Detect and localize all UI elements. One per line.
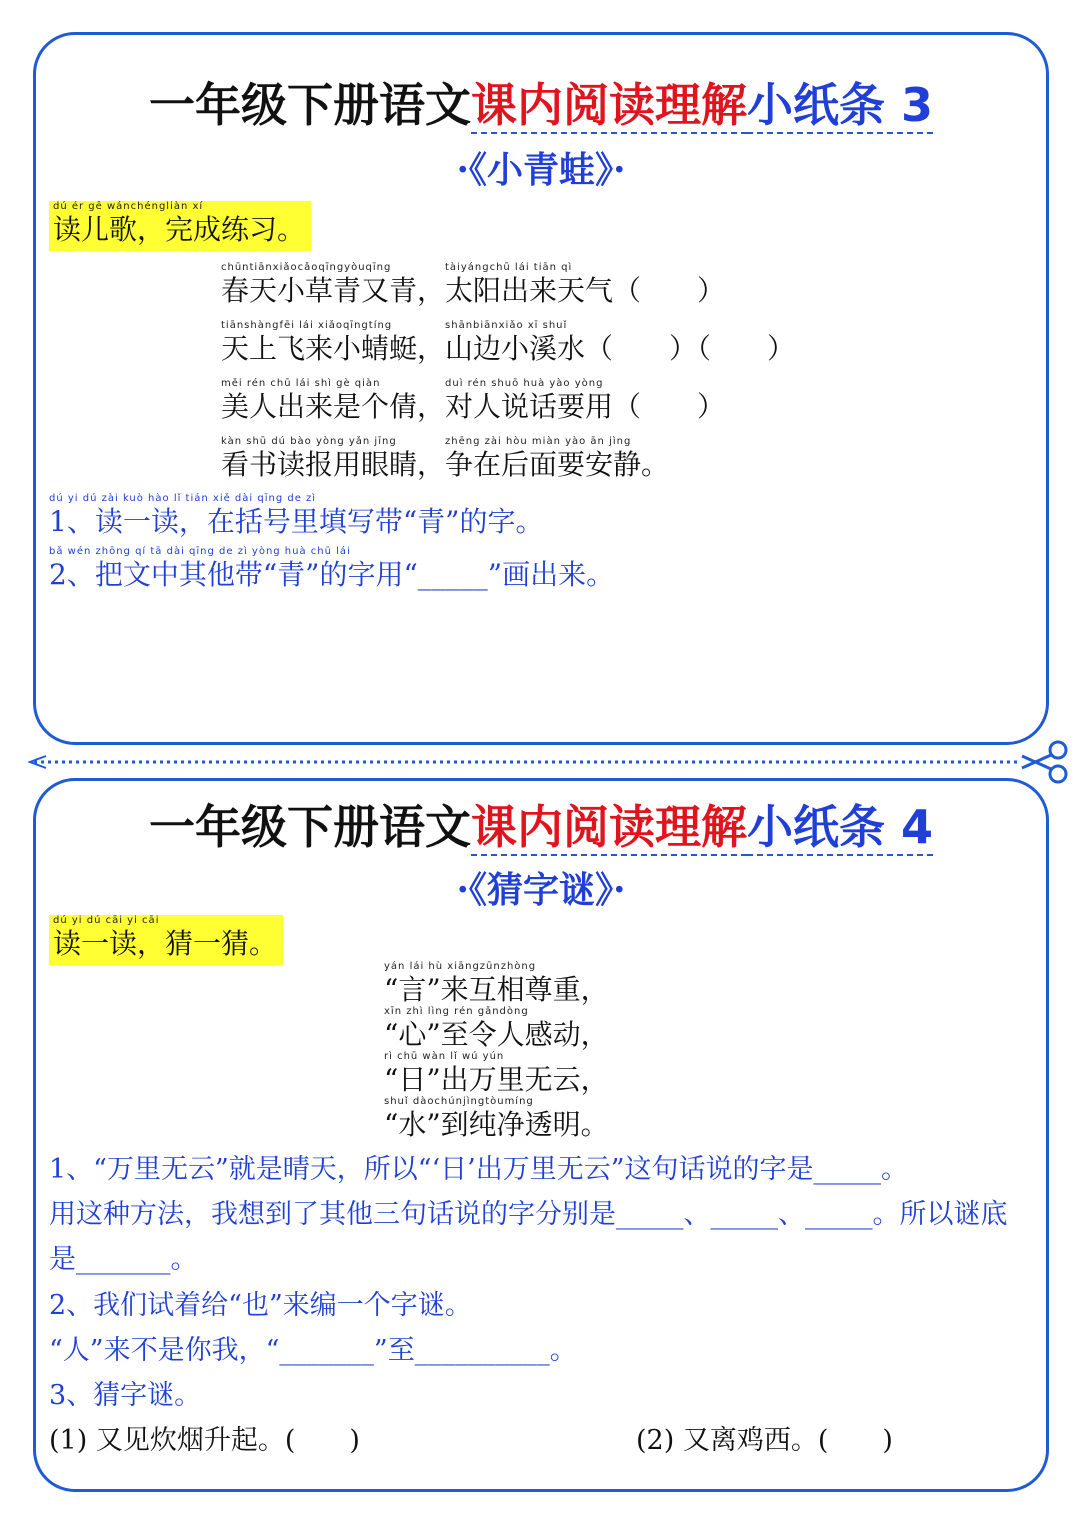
lesson-title: ·《小青蛙》· [456,149,626,191]
riddle-pinyin: xīn zhì lìng rén gǎndòng [384,1006,529,1017]
question-1-line-1: 1、“万里无云”就是晴天，所以“‘日’出万里无云”这句话说的字是_____。 [49,1154,909,1185]
question-2-blank-line: “人”来不是你我，“_______”至__________。 [49,1335,577,1366]
riddle-line [384,961,609,1007]
poem-text: 对人说话要用（ ） [445,390,726,423]
question-pinyin: dú yi dú zài kuò hào lǐ tián xiě dài qīng de zì [49,493,317,504]
riddle-item-2: (2) 又离鸡西。( ) [636,1425,893,1456]
instruction-highlight [49,915,283,965]
question-2: 2、我们试着给“也”来编一个字谜。 [49,1290,472,1321]
card-title [36,797,1046,857]
poem-pinyin: shānbiānxiǎo xī shuǐ [445,320,568,331]
riddle-text: “言”来互相尊重， [384,973,609,1006]
riddle-line [384,1051,609,1097]
poem-text: 山边小溪水（ ）（ ） [445,332,796,365]
question-text: 1、读一读，在括号里填写带“青”的字。 [49,505,544,538]
instruction-pinyin: dú ér gē wánchéngliàn xí [53,201,204,212]
question-1 [49,493,543,539]
riddle-item-1: (1) 又见炊烟升起。( ) [49,1425,360,1456]
poem-text: 美人出来是个倩， [221,390,446,423]
riddle-line [384,1096,609,1142]
title-note-number: 小纸条 3 [746,78,934,132]
instruction-text: 读儿歌，完成练习。 [53,213,306,246]
riddle-line [384,1006,609,1052]
poem-text: 天上飞来小蜻蜓， [221,332,446,365]
question-text: 2、把文中其他带“青”的字用“_____”画出来。 [49,558,615,591]
title-grade: 一年级下册语文 [148,800,471,854]
riddle-text: “心”至令人感动， [384,1018,609,1051]
poem-line [221,262,725,308]
poem-line [221,436,669,482]
scissors-icon [1018,738,1072,786]
poem-pinyin: tiānshàngfēi lái xiǎoqīngtíng [221,320,393,331]
riddle-pinyin: shuǐ dàochúnjìngtòumíng [384,1096,534,1107]
poem-pinyin: kàn shū dú bào yòng yǎn jīng [221,436,397,447]
poem-pinyin: měi rén chū lái shì gè qiàn [221,378,381,389]
title-topic: 课内阅读理解 [470,78,747,132]
cut-line [28,754,1048,770]
instruction-pinyin: dú yi dú cāi yi cāi [53,915,160,926]
riddle-pinyin: yán lái hù xiāngzūnzhòng [384,961,537,972]
worksheet-card-3 [33,32,1049,745]
question-3: 3、猜字谜。 [49,1380,202,1411]
poem-text: 太阳出来天气（ ） [445,274,726,307]
card-title [36,75,1046,135]
poem-pinyin: duì rén shuō huà yào yòng [445,378,604,389]
lesson-title: ·《猜字谜》· [456,869,626,911]
poem-pinyin: chūntiānxiǎocǎoqīngyòuqīng [221,262,392,273]
title-grade: 一年级下册语文 [148,78,471,132]
poem-pinyin: tàiyángchū lái tiān qì [445,262,573,273]
riddle-pinyin: rì chū wàn lǐ wú yún [384,1051,505,1062]
title-topic: 课内阅读理解 [470,800,747,854]
question-2 [49,546,614,592]
question-pinyin: bǎ wén zhōng qí tā dài qīng de zì yòng huà chū lái [49,546,351,557]
poem-text: 春天小草青又青， [221,274,446,307]
instruction-text: 读一读，猜一猜。 [53,927,278,960]
poem-line [221,378,725,424]
poem-line [221,320,795,366]
riddle-text: “日”出万里无云， [384,1063,609,1096]
poem-text: 看书读报用眼睛， [221,448,446,481]
riddle-text: “水”到纯净透明。 [384,1108,609,1141]
question-1-line-3: 是_______。 [49,1244,198,1275]
poem-pinyin: zhēng zài hòu miàn yào ān jìng [445,436,632,447]
question-1-line-2: 用这种方法，我想到了其他三句话说的字分别是_____、_____、_____。所以谜底 [49,1199,1008,1230]
instruction-highlight [49,201,311,251]
worksheet-card-4 [33,778,1049,1492]
poem-text: 争在后面要安静。 [445,448,670,481]
title-note-number: 小纸条 4 [746,800,934,854]
